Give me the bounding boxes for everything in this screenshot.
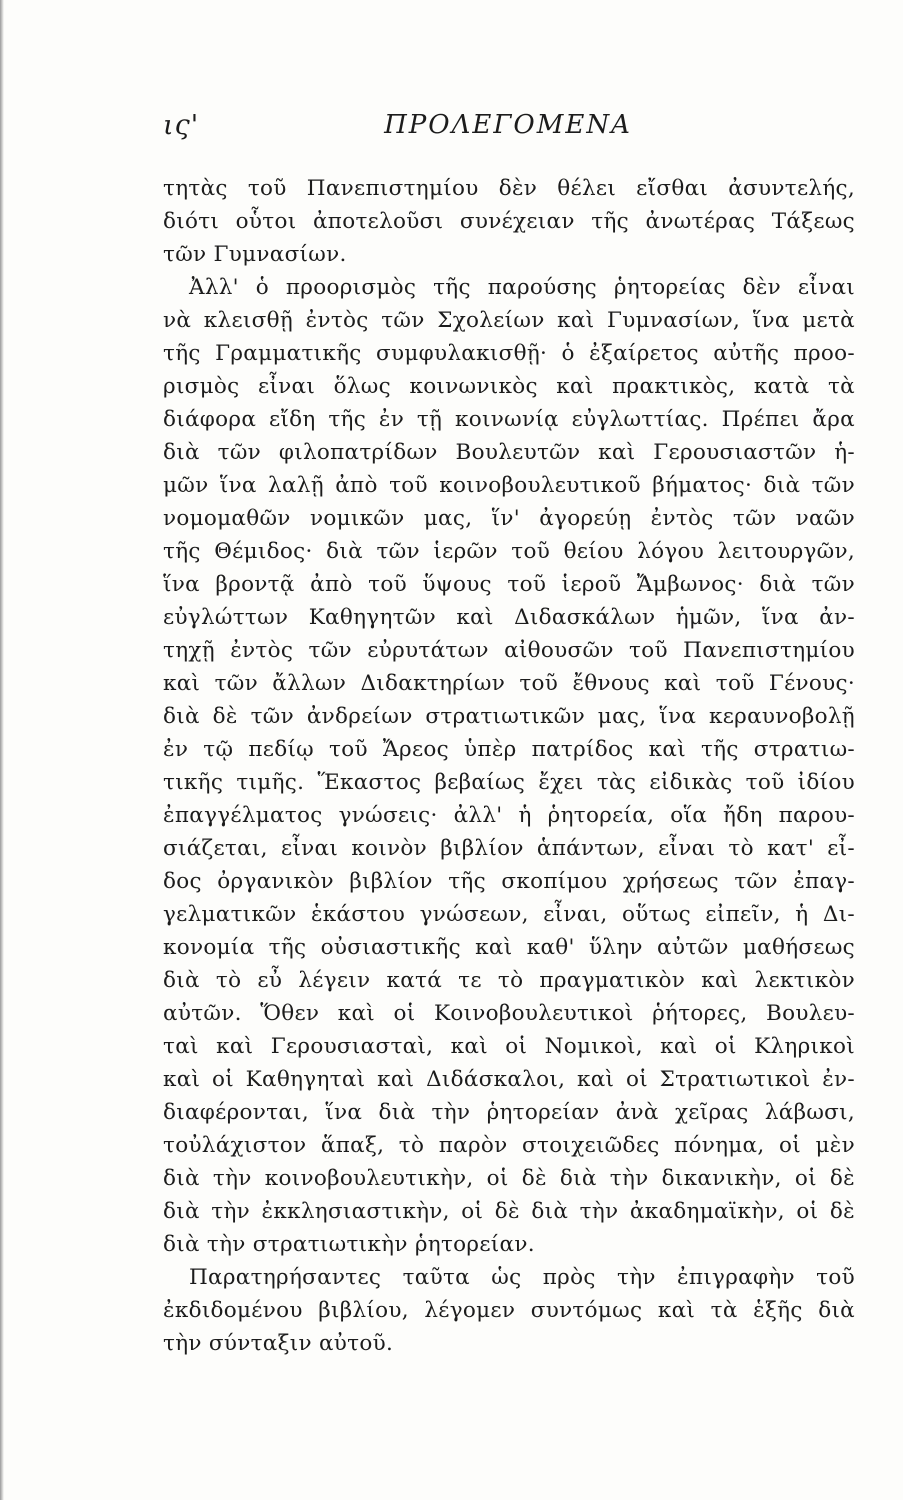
text-line: καὶ οἱ Καθηγηταὶ καὶ Διδάσκαλοι, καὶ οἱ Στρατιωτικοὶ ἐν- xyxy=(163,1067,855,1092)
text-line: διὰ τὴν στρατιωτικὴν ῥητορείαν. xyxy=(163,1232,535,1257)
text-line: ἐπαγγέλματος γνώσεις· ἀλλ' ἡ ῥητορεία, οἵα ἤδη παρου- xyxy=(163,803,855,828)
text-line: τὴν σύνταξιν αὐτοῦ. xyxy=(163,1331,394,1356)
text-line: διὰ τὴν ἐκκλησιαστικὴν, οἱ δὲ διὰ τὴν ἀκαδημαϊκὴν, οἱ δὲ xyxy=(163,1199,855,1224)
text-line: διάφορα εἴδη τῆς ἐν τῇ κοινωνίᾳ εὐγλωττίας. Πρέπει ἄρα xyxy=(163,407,855,432)
text-line: διότι οὗτοι ἀποτελοῦσι συνέχειαν τῆς ἀνωτέρας Τάξεως xyxy=(163,209,855,234)
page-header xyxy=(163,104,853,144)
text-line: σιάζεται, εἶναι κοινὸν βιβλίον ἁπάντων, εἶναι τὸ κατ' εἶ- xyxy=(163,836,855,861)
text-line: νομομαθῶν νομικῶν μας, ἵν' ἀγορεύῃ ἐντὸς τῶν ναῶν xyxy=(163,506,855,531)
text-line: διὰ τὸ εὖ λέγειν κατά τε τὸ πραγματικὸν καὶ λεκτικὸν xyxy=(163,968,855,993)
text-line: διαφέρονται, ἵνα διὰ τὴν ῥητορείαν ἀνὰ χεῖρας λάβωσι, xyxy=(163,1100,855,1125)
text-line: δος ὀργανικὸν βιβλίον τῆς σκοπίμου χρήσεως τῶν ἐπαγ- xyxy=(163,869,855,894)
text-line: μῶν ἵνα λαλῇ ἀπὸ τοῦ κοινοβουλευτικοῦ βήματος· διὰ τῶν xyxy=(163,473,855,498)
text-line: ἐκδιδομένου βιβλίου, λέγομεν συντόμως καὶ τὰ ἑξῆς διὰ xyxy=(163,1298,855,1323)
text-line: ρισμὸς εἶναι ὅλως κοινωνικὸς καὶ πρακτικὸς, κατὰ τὰ xyxy=(163,374,855,399)
text-line: τοὐλάχιστον ἅπαξ, τὸ παρὸν στοιχειῶδες πόνημα, οἱ μὲν xyxy=(163,1133,855,1158)
text-line: αὐτῶν. Ὅθεν καὶ οἱ Κοινοβουλευτικοὶ ῥήτορες, Βουλευ- xyxy=(163,1001,855,1026)
text-line: διὰ δὲ τῶν ἀνδρείων στρατιωτικῶν μας, ἵνα κεραυνοβολῇ xyxy=(163,704,855,729)
text-line: ἐν τῷ πεδίῳ τοῦ Ἄρεος ὑπὲρ πατρίδος καὶ τῆς στρατιω- xyxy=(163,737,855,762)
text-line: καὶ τῶν ἄλλων Διδακτηρίων τοῦ ἔθνους καὶ τοῦ Γένους· xyxy=(163,671,855,696)
text-line: ἵνα βροντᾷ ἀπὸ τοῦ ὕψους τοῦ ἱεροῦ Ἄμβωνος· διὰ τῶν xyxy=(163,572,855,597)
text-line: ταὶ καὶ Γερουσιασταὶ, καὶ οἱ Νομικοὶ, καὶ οἱ Κληρικοὶ xyxy=(163,1034,855,1059)
text-line: Ἀλλ' ὁ προορισμὸς τῆς παρούσης ῥητορείας δὲν εἶναι xyxy=(189,275,855,300)
text-line: διὰ τῶν φιλοπατρίδων Βουλευτῶν καὶ Γερουσιαστῶν ἡ- xyxy=(163,440,855,465)
text-line: τῶν Γυμνασίων. xyxy=(163,242,347,267)
text-line: εὐγλώττων Καθηγητῶν καὶ Διδασκάλων ἡμῶν, ἵνα ἀν- xyxy=(163,605,855,630)
text-line: τῆς Γραμματικῆς συμφυλακισθῇ· ὁ ἐξαίρετος αὐτῆς προο- xyxy=(163,341,855,366)
text-line: τητὰς τοῦ Πανεπιστημίου δὲν θέλει εἴσθαι ἀσυντελής, xyxy=(163,176,855,201)
page-number: ις' xyxy=(163,110,200,141)
text-line: διὰ τὴν κοινοβουλευτικὴν, οἱ δὲ διὰ τὴν δικανικὴν, οἱ δὲ xyxy=(163,1166,855,1191)
text-line: γελματικῶν ἑκάστου γνώσεων, εἶναι, οὕτως εἰπεῖν, ἡ Δι- xyxy=(163,902,855,927)
text-line: κονομία τῆς οὐσιαστικῆς καὶ καθ' ὕλην αὐτῶν μαθήσεως xyxy=(163,935,855,960)
text-line: τῆς Θέμιδος· διὰ τῶν ἱερῶν τοῦ θείου λόγου λειτουργῶν, xyxy=(163,539,855,564)
body-text xyxy=(163,172,855,1360)
text-line: Παρατηρήσαντες ταῦτα ὡς πρὸς τὴν ἐπιγραφὴν τοῦ xyxy=(189,1265,855,1290)
scan-edge xyxy=(0,0,4,1500)
text-line: τηχῇ ἐντὸς τῶν εὐρυτάτων αἰθουσῶν τοῦ Πανεπιστημίου xyxy=(163,638,855,663)
text-line: τικῆς τιμῆς. Ἕκαστος βεβαίως ἔχει τὰς εἰδικὰς τοῦ ἰδίου xyxy=(163,770,855,795)
text-line: νὰ κλεισθῇ ἐντὸς τῶν Σχολείων καὶ Γυμνασίων, ἵνα μετὰ xyxy=(163,308,855,333)
running-title: ΠΡΟΛΕΓΟΜΕΝΑ xyxy=(384,110,632,140)
